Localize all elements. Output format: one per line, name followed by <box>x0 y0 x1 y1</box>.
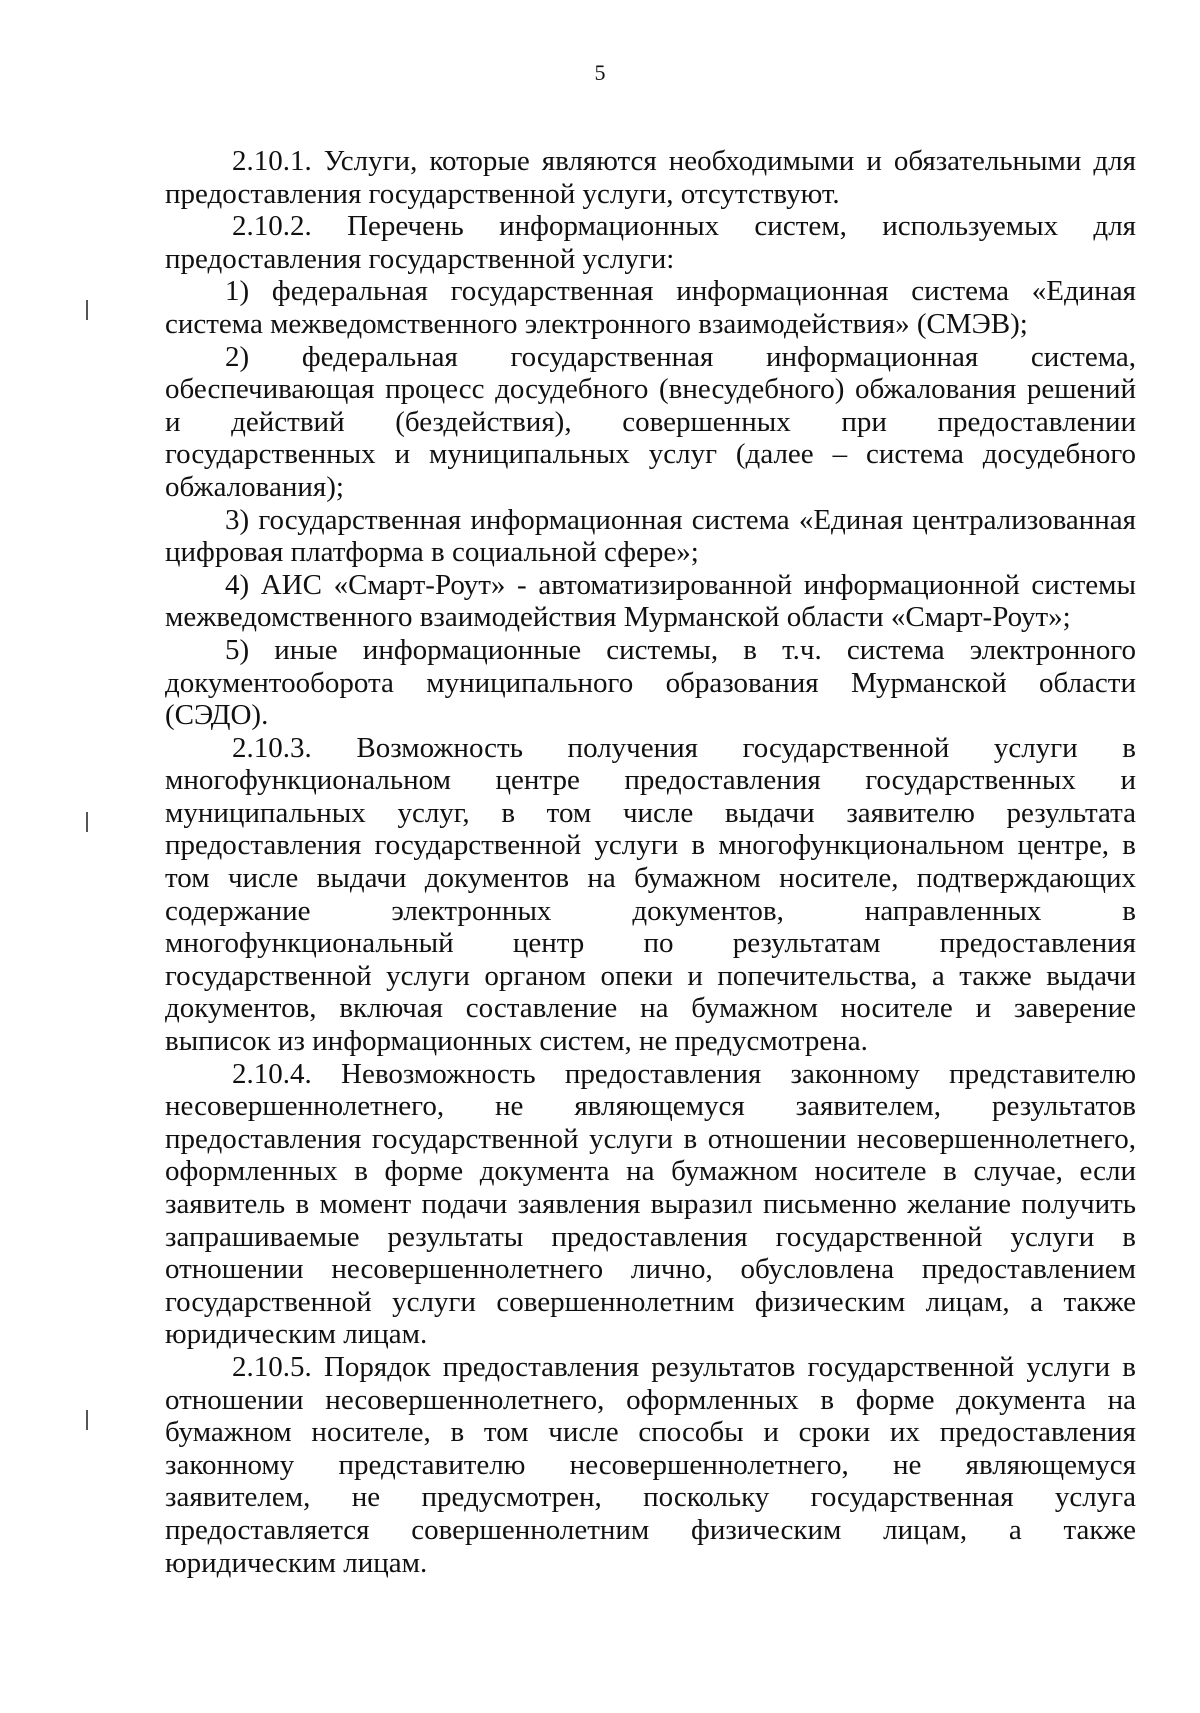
paragraph-2-10-2: 2.10.2. Перечень информационных систем, используемых для предоставления государственной услуги: <box>165 210 1136 275</box>
paragraph-2-10-3: 2.10.3. Возможность получения государственной услуги в многофункциональном центре предоставления государственных и муниципальных услуг, в том числе выдачи заявителю результата предоставления государственной услуги в многофункциональном центре, в том числе выдачи документов на бумажном носителе, подтверждающих содержание электронных документов, направленных в многофункциональный центр по результатам предоставления государственной услуги органом опеки и попечительства, а также выдачи документов, включая составление на бумажном носителе и заверение выписок из информационных систем, не предусмотрена. <box>165 731 1136 1058</box>
list-item-4: 4) АИС «Смарт-Роут» - автоматизированной информационной системы межведомственного взаимодействия Мурманской области «Смарт-Роут»; <box>165 568 1136 634</box>
list-item-2: 2) федеральная государственная информационная система, обеспечивающая процесс досудебного (внесудебного) обжалования решений и действий (бездействия), совершенных при предоставлении государственных и муниципальных услуг (далее – система досудебного обжалования); <box>165 340 1136 503</box>
paragraph-2-10-4: 2.10.4. Невозможность предоставления законному представителю несовершеннолетнего, не являющемуся заявителем, результатов предоставления государственной услуги в отношении несовершеннолетнего, оформленных в форме документа на бумажном носителе в случае, если заявитель в момент подачи заявления выразил письменно желание получить запрашиваемые результаты предоставления государственной услуги в отношении несовершеннолетнего лично, обусловлена предоставлением государственной услуги совершеннолетним физическим лицам, а также юридическим лицам. <box>165 1057 1136 1351</box>
scan-margin-mark <box>86 812 88 832</box>
list-item-1: 1) федеральная государственная информационная система «Единая система межведомственного электронного взаимодействия» (СМЭВ); <box>165 275 1136 340</box>
scan-margin-mark <box>86 300 88 320</box>
document-body <box>165 145 1136 1579</box>
paragraph-2-10-1: 2.10.1. Услуги, которые являются необходимыми и обязательными для предоставления государственной услуги, отсутствуют. <box>165 145 1136 210</box>
scan-margin-mark <box>86 1410 88 1430</box>
list-item-3: 3) государственная информационная система «Единая централизованная цифровая платформа в социальной сфере»; <box>165 503 1136 569</box>
paragraph-2-10-5: 2.10.5. Порядок предоставления результатов государственной услуги в отношении несовершеннолетнего, оформленных в форме документа на бумажном носителе, в том числе способы и сроки их предоставления законному представителю несовершеннолетнего, не являющемуся заявителем, не предусмотрен, поскольку государственная услуга предоставляется совершеннолетним физическим лицам, а также юридическим лицам. <box>165 1350 1136 1579</box>
list-item-5: 5) иные информационные системы, в т.ч. система электронного документооборота муниципального образования Мурманской области (СЭДО). <box>165 633 1136 732</box>
page-number: 5 <box>594 60 606 85</box>
